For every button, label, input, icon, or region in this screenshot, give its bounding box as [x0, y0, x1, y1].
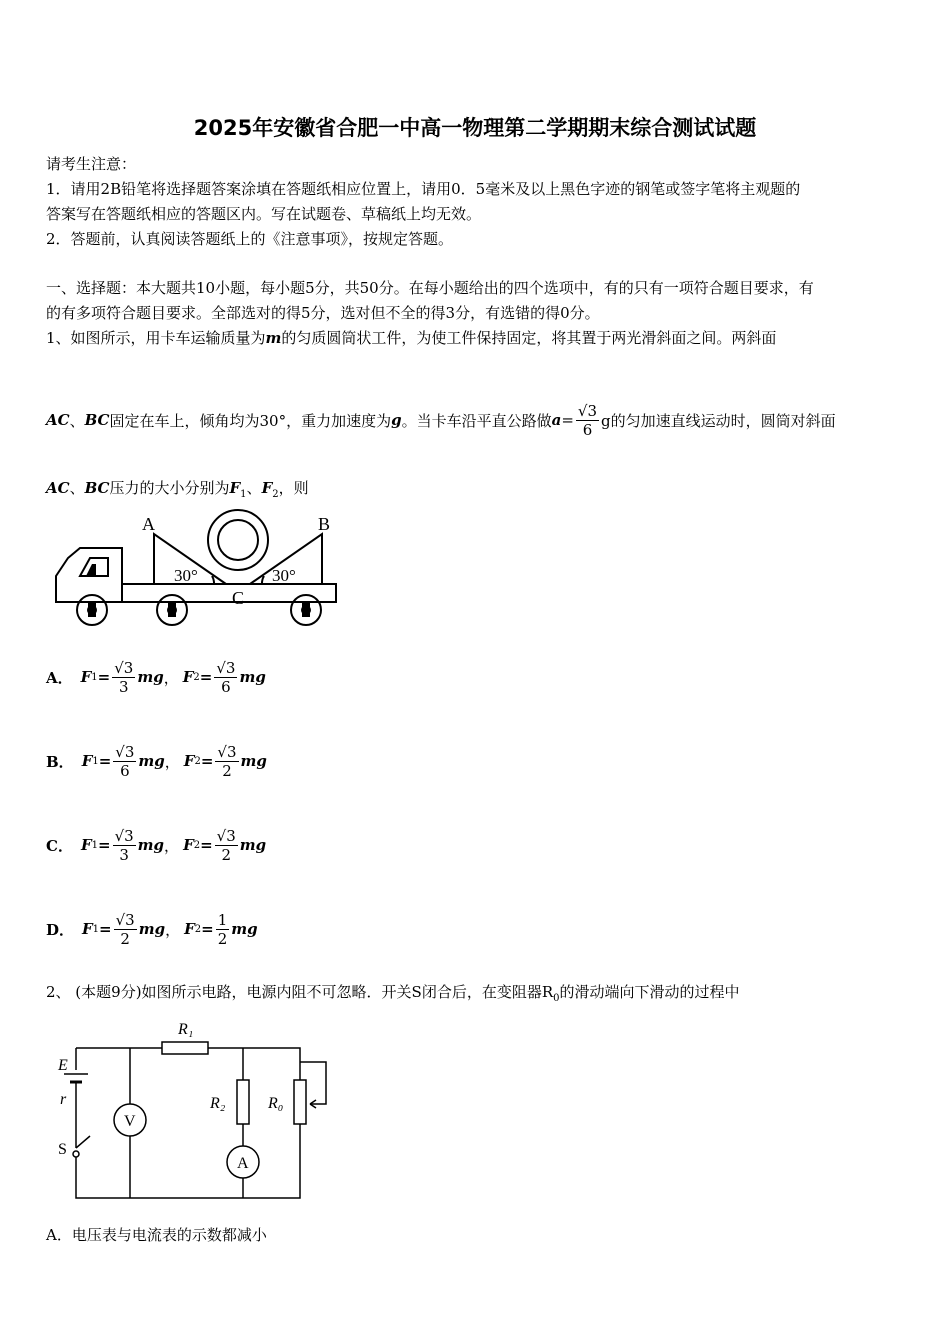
ammeter-label: A: [237, 1155, 249, 1172]
resistor-r2: [237, 1080, 249, 1124]
label-b: B: [318, 514, 331, 534]
label-e: E: [58, 1057, 68, 1074]
q1-option[interactable]: [46, 730, 267, 792]
notice-line-2: 2．答题前，认真阅读答题纸上的《注意事项》，按规定答题。: [46, 230, 454, 248]
fraction-numerator: √3: [114, 658, 134, 677]
f2-fraction: [215, 827, 238, 864]
slope-ac-label: AC: [46, 411, 70, 429]
equals-sign: =: [97, 668, 111, 686]
force-f1: F: [81, 752, 93, 770]
fraction-denominator: 2: [120, 929, 130, 948]
driver-icon: [86, 564, 96, 576]
slope-bc-label: BC: [84, 479, 110, 497]
fraction-denominator: 3: [119, 845, 129, 864]
force-f2-subscript: 2: [272, 489, 279, 500]
q2-stem: [46, 981, 740, 1004]
section-line-2: 的有多项符合题目要求。全部选对的得5分，选对但不全的得3分，有选错的得0分。: [46, 304, 600, 322]
voltmeter-label: V: [124, 1113, 136, 1130]
force-f2-subscript: 2: [194, 923, 202, 935]
comma: ，: [165, 920, 181, 939]
option-label: D．: [46, 920, 75, 939]
truck-figure: [50, 506, 350, 630]
force-f1: F: [80, 668, 92, 686]
resistor-r1: [162, 1042, 208, 1054]
page-title: 2025年安徽省合肥一中高一物理第二学期期末综合测试试题: [193, 116, 757, 140]
q1-stem-line-3: [46, 477, 309, 500]
label-r0: R₀: [268, 1095, 284, 1112]
slope-ac-label: AC: [46, 479, 70, 497]
q1-stem-text-end: 的匀质圆筒状工件，为使工件保持固定，将其置于两光滑斜面之间。两斜面: [281, 329, 777, 347]
notice-heading: 请考生注意：: [46, 155, 137, 173]
equals-sign: =: [99, 920, 112, 938]
force-f2-subscript: 2: [194, 755, 201, 767]
force-f2: F: [261, 479, 273, 497]
force-f1-subscript: 1: [91, 671, 98, 683]
q1-stem-text-5: 压力的大小分别为: [109, 479, 230, 497]
f2-fraction: [215, 743, 238, 780]
q2-stem-text-end: 的滑动端向下滑动的过程中: [559, 983, 740, 1001]
angle-label-left: 30°: [174, 566, 198, 585]
force-f2: F: [183, 836, 194, 854]
angle-arc-right: [262, 576, 264, 584]
label-c: C: [232, 588, 245, 608]
option-label: C．: [46, 836, 73, 855]
f1-fraction: [114, 911, 137, 948]
equals-sign: =: [200, 836, 213, 854]
f2-fraction: [216, 911, 230, 948]
q1-stem-text: 1、如图所示，用卡车运输质量为: [46, 329, 266, 347]
q1-option[interactable]: [46, 814, 266, 876]
option-label: A．: [46, 668, 73, 687]
fraction-denominator: 3: [119, 677, 129, 696]
q1-option[interactable]: [46, 898, 258, 960]
f1-fraction: [113, 827, 136, 864]
separator: 、: [69, 479, 85, 497]
equals-sign: =: [97, 836, 111, 854]
fraction-denominator: 6: [582, 420, 593, 439]
mg-term: mg: [137, 836, 165, 854]
mg-term: mg: [138, 920, 166, 938]
q1-option[interactable]: [46, 646, 266, 708]
f1-fraction: [113, 743, 136, 780]
q1-stem-line-2: [46, 392, 836, 448]
circuit-figure: [50, 1012, 340, 1204]
equals-sign: =: [199, 668, 213, 686]
rheostat-r0: [294, 1080, 306, 1124]
fraction-numerator: 1: [217, 910, 228, 929]
section-line-1: 一、选择题：本大题共10小题，每小题5分，共50分。在每小题给出的四个选项中，有的只有一项符合题目要求，有: [46, 279, 814, 297]
mg-term: mg: [138, 752, 165, 770]
acceleration-fraction: [576, 402, 599, 439]
force-f2: F: [183, 752, 195, 770]
fraction-numerator: √3: [216, 826, 236, 845]
force-f1-subscript: 1: [91, 839, 98, 851]
switch-s: [76, 1136, 90, 1148]
label-s: S: [58, 1141, 67, 1158]
label-r2: R₂: [210, 1095, 226, 1112]
angle-label-right: 30°: [272, 566, 296, 585]
fraction-numerator: √3: [216, 658, 236, 677]
fraction-numerator: √3: [115, 910, 135, 929]
notice-line-1b: 答案写在答题纸相应的答题区内。写在试题卷、草稿纸上均无效。: [46, 205, 482, 223]
fraction-denominator: 2: [222, 761, 232, 780]
force-f1: F: [229, 479, 241, 497]
equals-sign: =: [561, 411, 574, 429]
separator: 、: [69, 411, 85, 430]
fraction-denominator: 6: [221, 677, 231, 696]
equals-sign: =: [201, 920, 214, 938]
q1-mass-var: m: [265, 329, 282, 347]
label-r: r: [60, 1091, 67, 1108]
slope-bc-label: BC: [84, 411, 110, 429]
f2-fraction: [214, 659, 237, 696]
fraction-denominator: 6: [120, 761, 130, 780]
mg-term: mg: [240, 752, 267, 770]
mg-term: mg: [137, 668, 164, 686]
q1-stem-text-4: g的匀加速直线运动时，圆筒对斜面: [601, 411, 836, 430]
label-r1: R₁: [178, 1021, 194, 1038]
q1-stem-line-1: [46, 327, 776, 348]
equals-sign: =: [200, 752, 214, 770]
mg-term: mg: [239, 668, 266, 686]
cylinder-inner: [218, 520, 258, 560]
comma: ，: [164, 836, 180, 855]
q2-stem-subscript: 0: [553, 993, 560, 1004]
force-f2-subscript: 2: [193, 671, 200, 683]
force-f1-subscript: 1: [92, 755, 99, 767]
force-f2-subscript: 2: [193, 839, 201, 851]
fraction-numerator: √3: [217, 742, 237, 761]
comma: ，: [164, 752, 180, 771]
fraction-denominator: 2: [217, 929, 228, 948]
acceleration-var: a: [551, 411, 562, 429]
gravity-var: g: [391, 411, 402, 429]
force-f1-subscript: 1: [92, 923, 100, 935]
fraction-denominator: 2: [221, 845, 231, 864]
option-label: B．: [46, 752, 74, 771]
force-f1: F: [80, 836, 92, 854]
mg-term: mg: [231, 920, 258, 938]
notice-line-1: 1．请用2B铅笔将选择题答案涂填在答题纸相应位置上，请用0．5毫米及以上黑色字迹的钢笔或签字笔将主观题的: [46, 180, 801, 198]
f1-fraction: [112, 659, 135, 696]
label-a: A: [142, 514, 155, 534]
comma: ，: [163, 668, 179, 687]
force-f2: F: [184, 920, 195, 938]
q2-stem-text: 2、 (本题9分)如图所示电路，电源内阻不可忽略．开关S闭合后，在变阻器R: [46, 983, 554, 1001]
separator: 、: [246, 479, 262, 497]
q2-option-a: A．电压表与电流表的示数都减小: [46, 1226, 267, 1244]
q1-stem-text-2: 固定在车上，倾角均为30°，重力加速度为: [109, 411, 392, 430]
force-f1-subscript: 1: [240, 489, 247, 500]
equals-sign: =: [98, 752, 112, 770]
force-f1: F: [82, 920, 93, 938]
fraction-numerator: √3: [115, 742, 135, 761]
q1-stem-text-3: 。当卡车沿平直公路做: [401, 411, 552, 430]
truck-bed: [122, 584, 336, 602]
fraction-numerator: √3: [114, 826, 134, 845]
mg-term: mg: [239, 836, 267, 854]
force-f2: F: [182, 668, 194, 686]
fraction-numerator: √3: [577, 401, 598, 420]
angle-arc-left: [212, 576, 214, 584]
q1-stem-text-6: ，则: [278, 479, 309, 497]
